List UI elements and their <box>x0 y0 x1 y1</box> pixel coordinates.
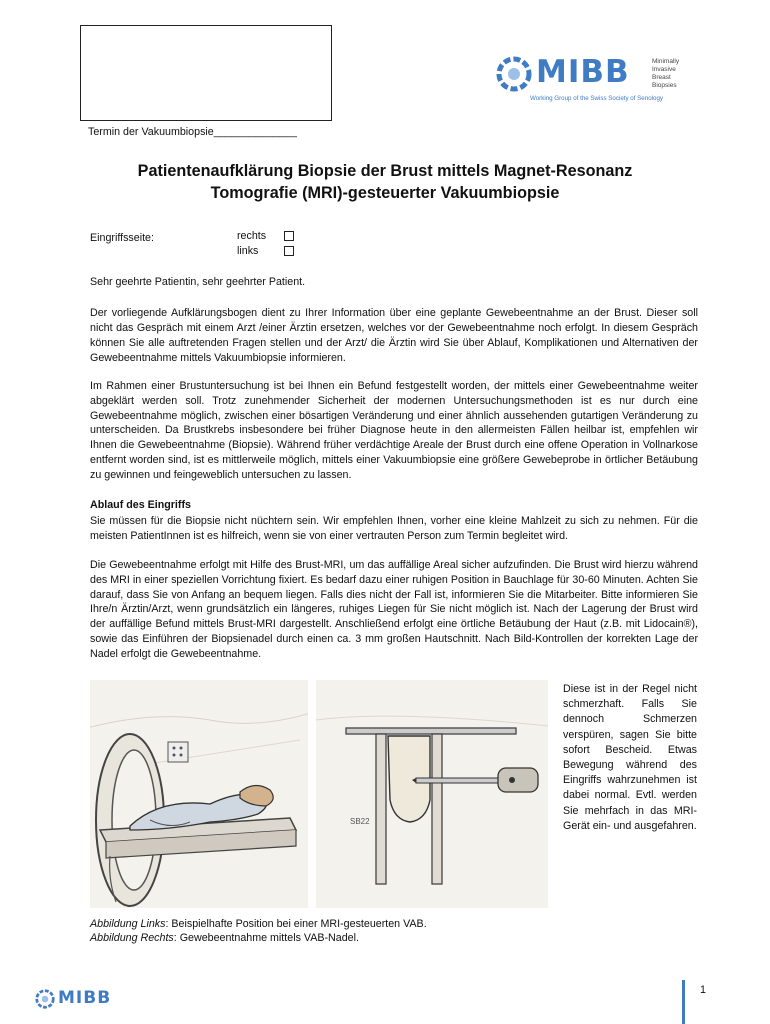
logo-text: MIBB <box>536 54 630 90</box>
ablauf-text-2: Die Gewebeentnahme erfolgt mit Hilfe des Brust-MRI, um das auffällige Areal sicher aufzufinden. Die Brust wird hierzu während des MRI in einer speziellen Vorrichtung fixiert. Es bedarf dazu einer ruhigen Position in Bauchlage für 30-60 Minuten. Achten Sie darauf, dass Sie von Anfang an bequem liegen. Falls dies nicht der Fall ist, informieren Sie die Mitarbeiter. Bitte informieren Sie Ihre/n Ärztin/Arzt, wenn grundsätzlich ein längeres, ruhiges Liegen für Sie nicht möglich ist. Nach der Lagerung der Brust wird der auffällige Befund mittels Brust-MRI dargestellt. Anschließend erfolgt eine örtliche Betäubung der Haut (z.B. mit Lidocain®), sowie das Einführen der Biopsienadel durch einen ca. 3 mm großen Hautschnitt. Nach Bild-Kontrollen der korrekten Lage der Nadel erfolgt die Gewebeentnahme. <box>90 559 698 660</box>
caption-right-label: Abbildung Rechts <box>90 932 174 944</box>
mri-position-illustration <box>90 680 308 908</box>
title-line-2: Tomografie (MRI)-gesteuerter Vakuumbiopsie <box>210 184 560 202</box>
caption-left-text: : Beispielhafte Position bei einer MRI-gesteuerten VAB. <box>165 918 427 930</box>
intro-paragraph: Der vorliegende Aufklärungsbogen dient zu Ihrer Information über eine geplante Gewebeentnahme an der Brust. Dieser soll nicht das Gespräch mit einem Arzt /einer Ärztin ersetzen, welches vor der Gewebeentnahme noch erfolgt. In diesem Gespräch können Sie alle auftretenden Fragen stellen und der Arzt/ die Ärztin wird Sie über Ablauf, Komplikationen und Alternativen der Gewebeentnahme mittels Vakuumbiopsie informieren. <box>90 307 698 364</box>
logo-line: Biopsies <box>652 82 677 89</box>
stamp-box <box>80 25 332 121</box>
termin-field: Termin der Vakuumbiopsie______________ <box>88 126 297 138</box>
page-bar <box>682 980 685 1024</box>
caption-right-text: : Gewebeentnahme mittels VAB-Nadel. <box>173 932 359 944</box>
header-logo <box>494 52 694 102</box>
option-links <box>237 245 258 257</box>
logo-line: Minimally <box>652 58 680 65</box>
option-rechts-label: rechts <box>237 230 267 242</box>
footer-mibb-logo-icon <box>34 988 56 1010</box>
logo-line: Breast <box>652 74 671 81</box>
mibb-logo-icon <box>494 54 534 94</box>
side-label: Eingriffsseite: <box>90 232 154 244</box>
footer-logo-text: MIBB <box>58 988 112 1008</box>
caption-left-label: Abbildung Links <box>90 918 166 930</box>
checkbox-rechts[interactable] <box>284 231 294 241</box>
caption-left <box>90 918 427 930</box>
page-title <box>90 160 680 204</box>
caption-right <box>90 932 359 944</box>
checkbox-links[interactable] <box>284 246 294 256</box>
finding-paragraph: Im Rahmen einer Brustuntersuchung ist bei Ihnen ein Befund festgestellt worden, der mittels einer Gewebeentnahme weiter abgeklärt werden soll. Trotz zunehmender Sicherheit der modernen Untersuchungsmethoden ist es nur durch eine Gewebeentnahme möglich, zwischen einer bösartigen Veränderung und einer ähnlich aussehenden gutartigen Veränderung zu unterscheiden. Da Brustkrebs insbesondere bei früher Diagnose heute in den allermeisten Fällen heilbar ist, empfehlen wir Ihnen die Gewebeentnahme (Biopsie). Während früher verdächtige Areale der Brust durch eine offene Operation in Vollnarkose entfernt worden sind, ist es mittlerweile möglich, mittels einer Vakuumbiopsie eine größere Gewebeprobe in örtlicher Betäubung zu gewinnen und feingeweblich untersuchen zu lassen. <box>90 380 698 481</box>
ablauf-heading: Ablauf des Eingriffs <box>90 499 191 511</box>
greeting: Sehr geehrte Patientin, sehr geehrter Patient. <box>90 276 306 288</box>
vab-needle-illustration <box>316 680 548 908</box>
title-line-1: Patientenaufklärung Biopsie der Brust mittels Magnet-Resonanz <box>137 162 633 180</box>
drawing-label: SB22 <box>350 817 370 826</box>
option-rechts <box>237 230 266 242</box>
page-number: 1 <box>700 984 706 996</box>
footer-logo <box>34 986 144 1014</box>
logo-subtitle: Working Group of the Swiss Society of Senology <box>530 95 663 102</box>
side-text: Diese ist in der Regel nicht schmerzhaft. Falls Sie dennoch Schmerzen verspüren, sagen Sie bitte sofort Bescheid. Etwas Bewegung während des Eingriffs wahrzunehmen ist dabei normal. Evtl. werden Sie mehrfach in das MRI-Gerät ein- und ausgefahren. <box>563 683 697 832</box>
logo-line: Invasive <box>652 66 676 73</box>
option-links-label: links <box>237 245 259 257</box>
ablauf-text-1: Sie müssen für die Biopsie nicht nüchtern sein. Wir empfehlen Ihnen, vorher eine kleine Mahlzeit zu sich zu nehmen. Für die meisten PatientInnen ist es hilfreich, wenn sie von einer vertrauten Person zum Termin begleitet wird. <box>90 515 698 542</box>
